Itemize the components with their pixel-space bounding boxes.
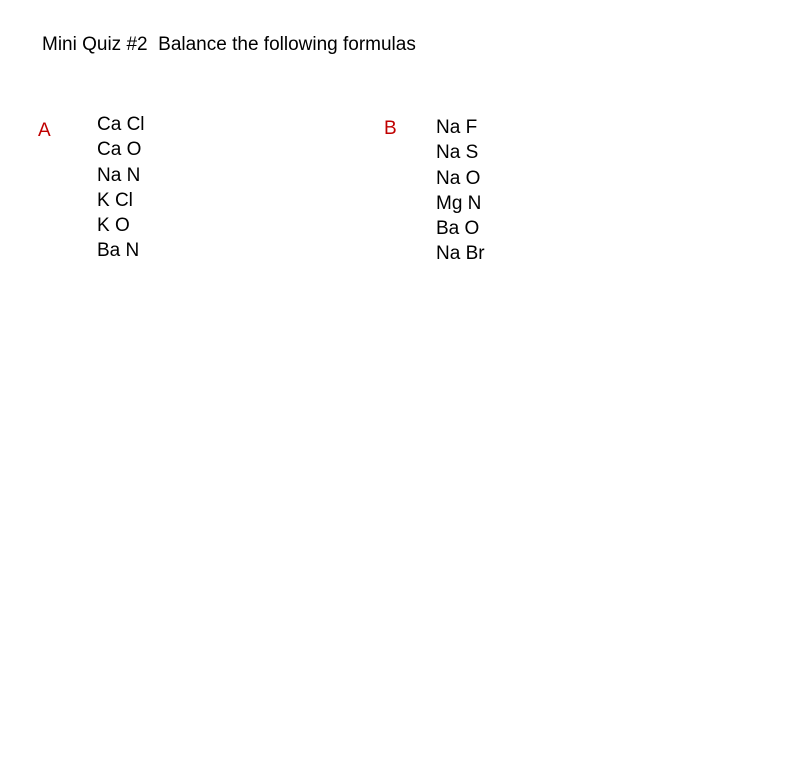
formula-item: Ca O: [97, 139, 142, 161]
formula-item: Na O: [436, 167, 481, 189]
section-a-formula-list: [97, 112, 145, 264]
section-b-formula-list: [436, 115, 485, 267]
formula-item: Ca Cl: [97, 114, 145, 135]
formula-item: Ba O: [436, 218, 480, 240]
formula-item: Na N: [97, 164, 141, 186]
quiz-title: Mini Quiz #2 Balance the following formulas: [42, 34, 416, 55]
formula-item: K O: [97, 215, 130, 237]
formula-item: Na F: [436, 117, 478, 138]
section-b-label: B: [384, 118, 397, 139]
formula-item: Ba N: [97, 240, 140, 262]
formula-item: Na S: [436, 142, 479, 164]
formula-item: K Cl: [97, 189, 133, 211]
section-a-label: A: [38, 120, 51, 141]
formula-item: Mg N: [436, 192, 482, 214]
formula-item: Na Br: [436, 243, 485, 265]
